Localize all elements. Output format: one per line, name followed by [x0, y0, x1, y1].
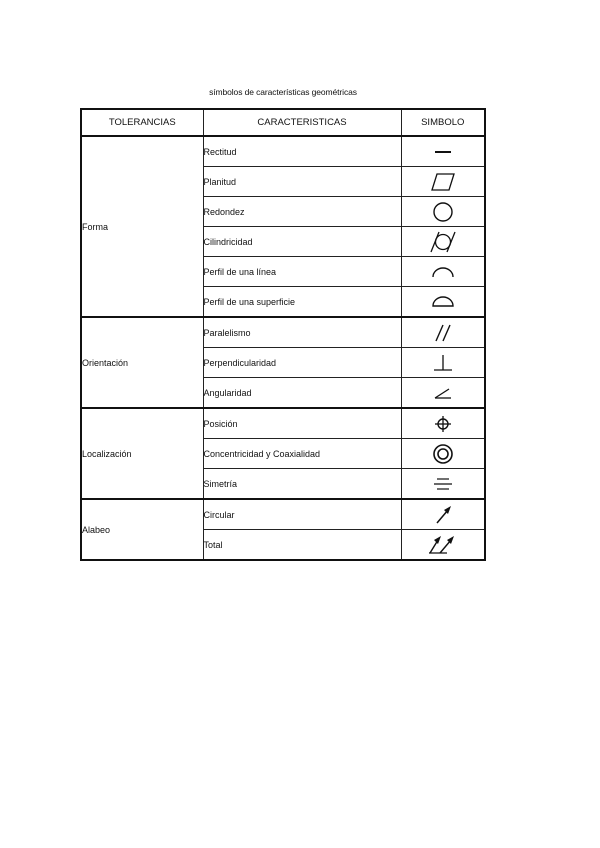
feature-redondez: Redondez — [203, 197, 401, 227]
feature-paralelismo: Paralelismo — [203, 317, 401, 348]
table-row — [81, 408, 485, 439]
total-runout-icon — [425, 534, 461, 556]
header-tolerancias: TOLERANCIAS — [81, 109, 203, 136]
concentricity-icon — [428, 442, 458, 466]
group-localizacion: Localización — [81, 408, 203, 499]
gdt-symbols-table — [80, 108, 486, 561]
position-icon — [428, 414, 458, 434]
group-forma: Forma — [81, 136, 203, 317]
feature-perpendicularidad: Perpendicularidad — [203, 348, 401, 378]
feature-concentricidad: Concentricidad y Coaxialidad — [203, 439, 401, 469]
feature-posicion: Posición — [203, 408, 401, 439]
feature-planitud: Planitud — [203, 167, 401, 197]
perpendicularity-icon — [428, 353, 458, 373]
angularity-icon — [428, 385, 458, 401]
flatness-icon — [428, 172, 458, 192]
circularity-icon — [428, 201, 458, 223]
feature-perfil-superficie: Perfil de una superficie — [203, 287, 401, 318]
feature-rectitud: Rectitud — [203, 136, 401, 167]
group-alabeo: Alabeo — [81, 499, 203, 560]
surface-profile-icon — [428, 294, 458, 310]
table-row — [81, 499, 485, 530]
feature-circular: Circular — [203, 499, 401, 530]
table-row — [81, 136, 485, 167]
straightness-icon — [428, 145, 458, 159]
header-simbolo: SIMBOLO — [401, 109, 485, 136]
feature-angularidad: Angularidad — [203, 378, 401, 409]
parallelism-icon — [428, 323, 458, 343]
line-profile-icon — [428, 265, 458, 279]
feature-perfil-linea: Perfil de una línea — [203, 257, 401, 287]
table-row — [81, 317, 485, 348]
feature-cilindricidad: Cilindricidad — [203, 227, 401, 257]
group-orientacion: Orientación — [81, 317, 203, 408]
symmetry-icon — [428, 476, 458, 492]
circular-runout-icon — [428, 504, 458, 526]
header-caracteristicas: CARACTERISTICAS — [203, 109, 401, 136]
feature-simetria: Simetría — [203, 469, 401, 500]
cylindricity-icon — [427, 230, 459, 254]
feature-total: Total — [203, 530, 401, 561]
header-row — [81, 109, 485, 136]
table-caption: símbolos de características geométricas — [209, 87, 357, 97]
